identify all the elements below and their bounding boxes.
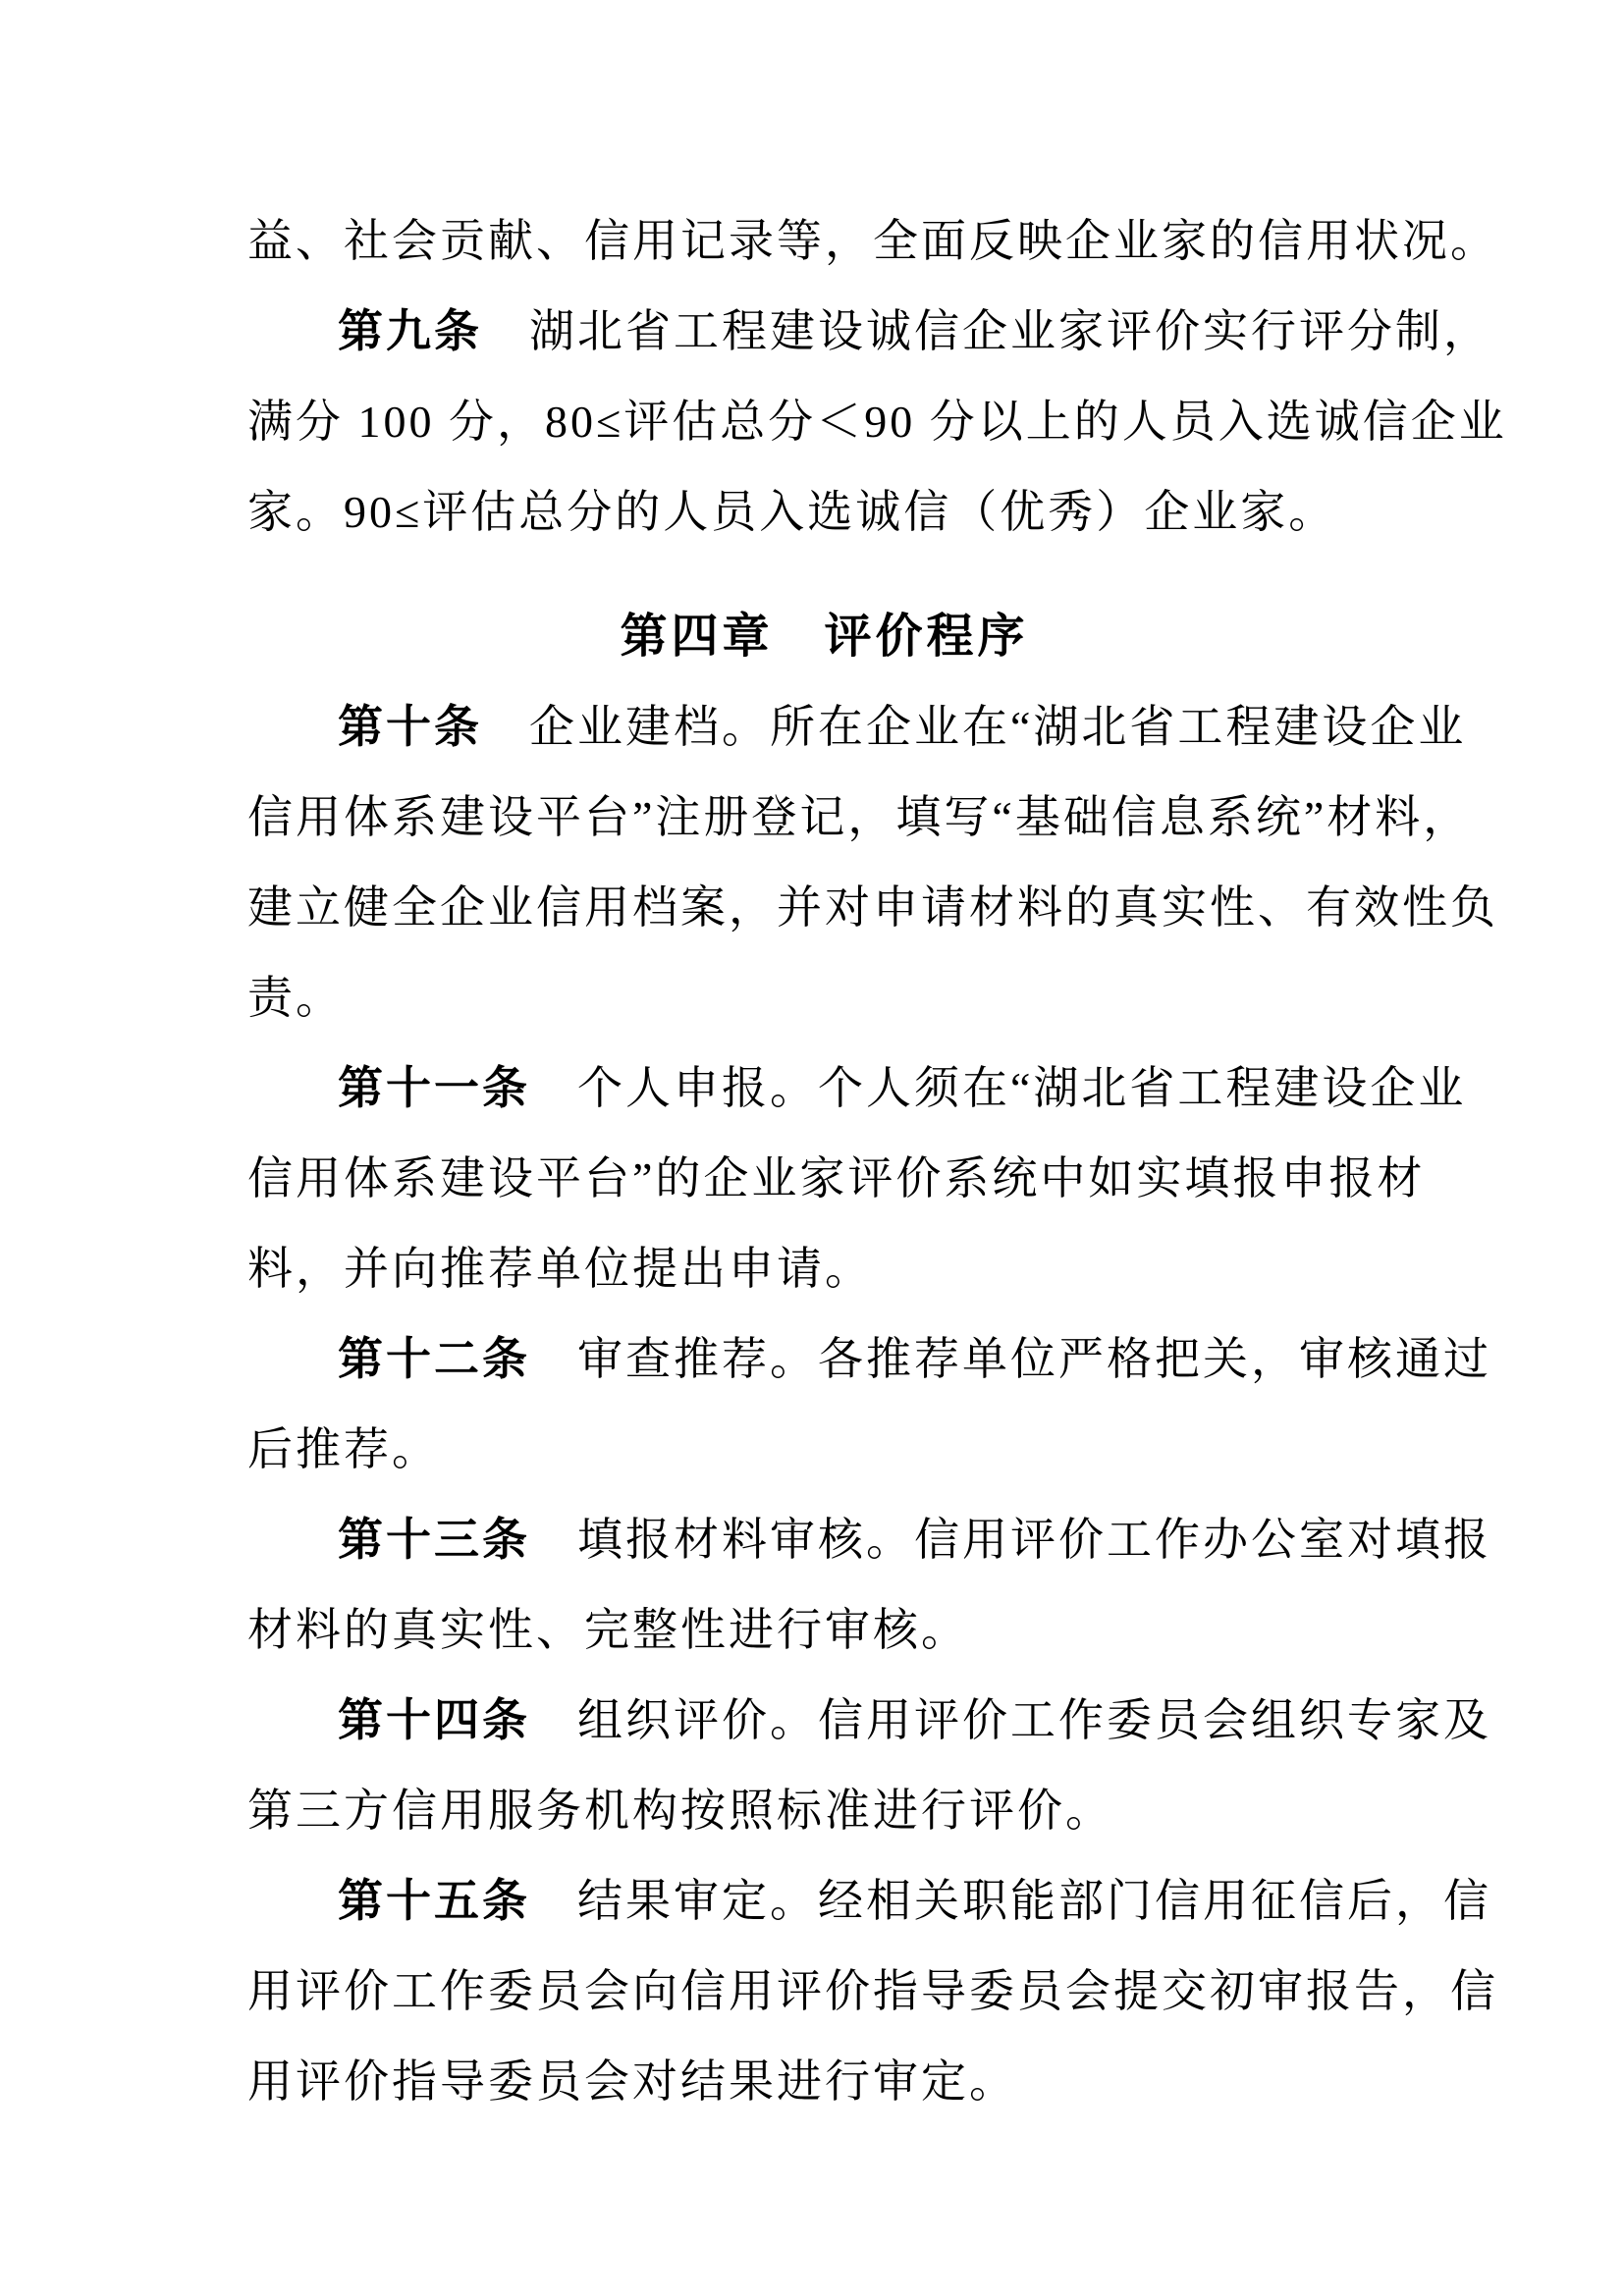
text-line	[247, 1856, 1491, 1947]
line-text: 湖北省工程建设诚信企业家评价实行评分制，	[529, 306, 1491, 356]
article-number: 第十一条	[338, 1063, 530, 1113]
text-line	[247, 467, 1401, 558]
text-line	[247, 682, 1467, 773]
line-text: 建立健全企业信用档案，并对申请材料的真实性、有效性负	[247, 882, 1498, 933]
text-line	[247, 773, 1472, 863]
text-line	[247, 2037, 1401, 2127]
line-text: 信用体系建设平台”注册登记，填写“基础信息系统”材料，	[247, 792, 1472, 842]
text-line	[247, 1043, 1467, 1134]
line-text: 第三方信用服务机构按照标准进行评价。	[247, 1786, 1113, 1836]
text-line	[247, 1676, 1491, 1766]
line-text: 责。	[247, 973, 344, 1023]
line-text: 用评价指导委员会对结果进行审定。	[247, 2056, 1017, 2107]
text-line	[247, 1134, 1426, 1224]
line-text: 审查推荐。各推荐单位严格把关，审核通过	[577, 1334, 1491, 1384]
text-line	[247, 287, 1491, 377]
line-text: 益、社会贡献、信用记录等，全面反映企业家的信用状况。	[247, 216, 1498, 266]
line-text: 个人申报。个人须在“湖北省工程建设企业	[577, 1063, 1467, 1113]
text-line	[247, 1224, 1401, 1314]
text-line	[247, 1495, 1491, 1585]
chapter-heading: 第四章 评价程序	[620, 611, 1029, 663]
line-text: 企业建档。所在企业在“湖北省工程建设企业	[529, 702, 1467, 752]
line-text: 用评价工作委员会向信用评价指导委员会提交初审报告，信	[247, 1966, 1498, 2016]
article-number: 第十条	[338, 702, 482, 752]
text-line	[247, 1947, 1498, 2037]
line-text: 信用体系建设平台”的企业家评价系统中如实填报申报材	[247, 1153, 1426, 1203]
text-line	[247, 377, 1507, 467]
text-line	[247, 953, 1401, 1043]
line-text: 后推荐。	[247, 1424, 440, 1474]
article-number: 第十四条	[338, 1695, 530, 1745]
line-text: 结果审定。经相关职能部门信用征信后，信	[577, 1876, 1491, 1926]
line-text: 家。90≤评估总分的人员入选诚信（优秀）企业家。	[247, 487, 1337, 537]
document-body	[247, 196, 1507, 2127]
article-number: 第九条	[338, 306, 482, 356]
line-text: 满分 100 分，80≤评估总分＜90 分以上的人员入选诚信企业	[247, 397, 1507, 447]
line-text: 填报材料审核。信用评价工作办公室对填报	[577, 1515, 1491, 1565]
article-number: 第十二条	[338, 1334, 530, 1384]
text-line	[247, 1585, 1401, 1676]
article-number: 第十五条	[338, 1876, 530, 1926]
text-line	[247, 863, 1498, 953]
text-line	[247, 1766, 1401, 1856]
article-number: 第十三条	[338, 1515, 530, 1565]
text-line	[247, 1314, 1491, 1405]
line-text: 组织评价。信用评价工作委员会组织专家及	[577, 1695, 1491, 1745]
line-text: 料，并向推荐单位提出申请。	[247, 1244, 873, 1294]
line-text: 材料的真实性、完整性进行审核。	[247, 1605, 969, 1655]
text-line	[247, 1405, 1401, 1495]
text-line	[247, 196, 1498, 287]
